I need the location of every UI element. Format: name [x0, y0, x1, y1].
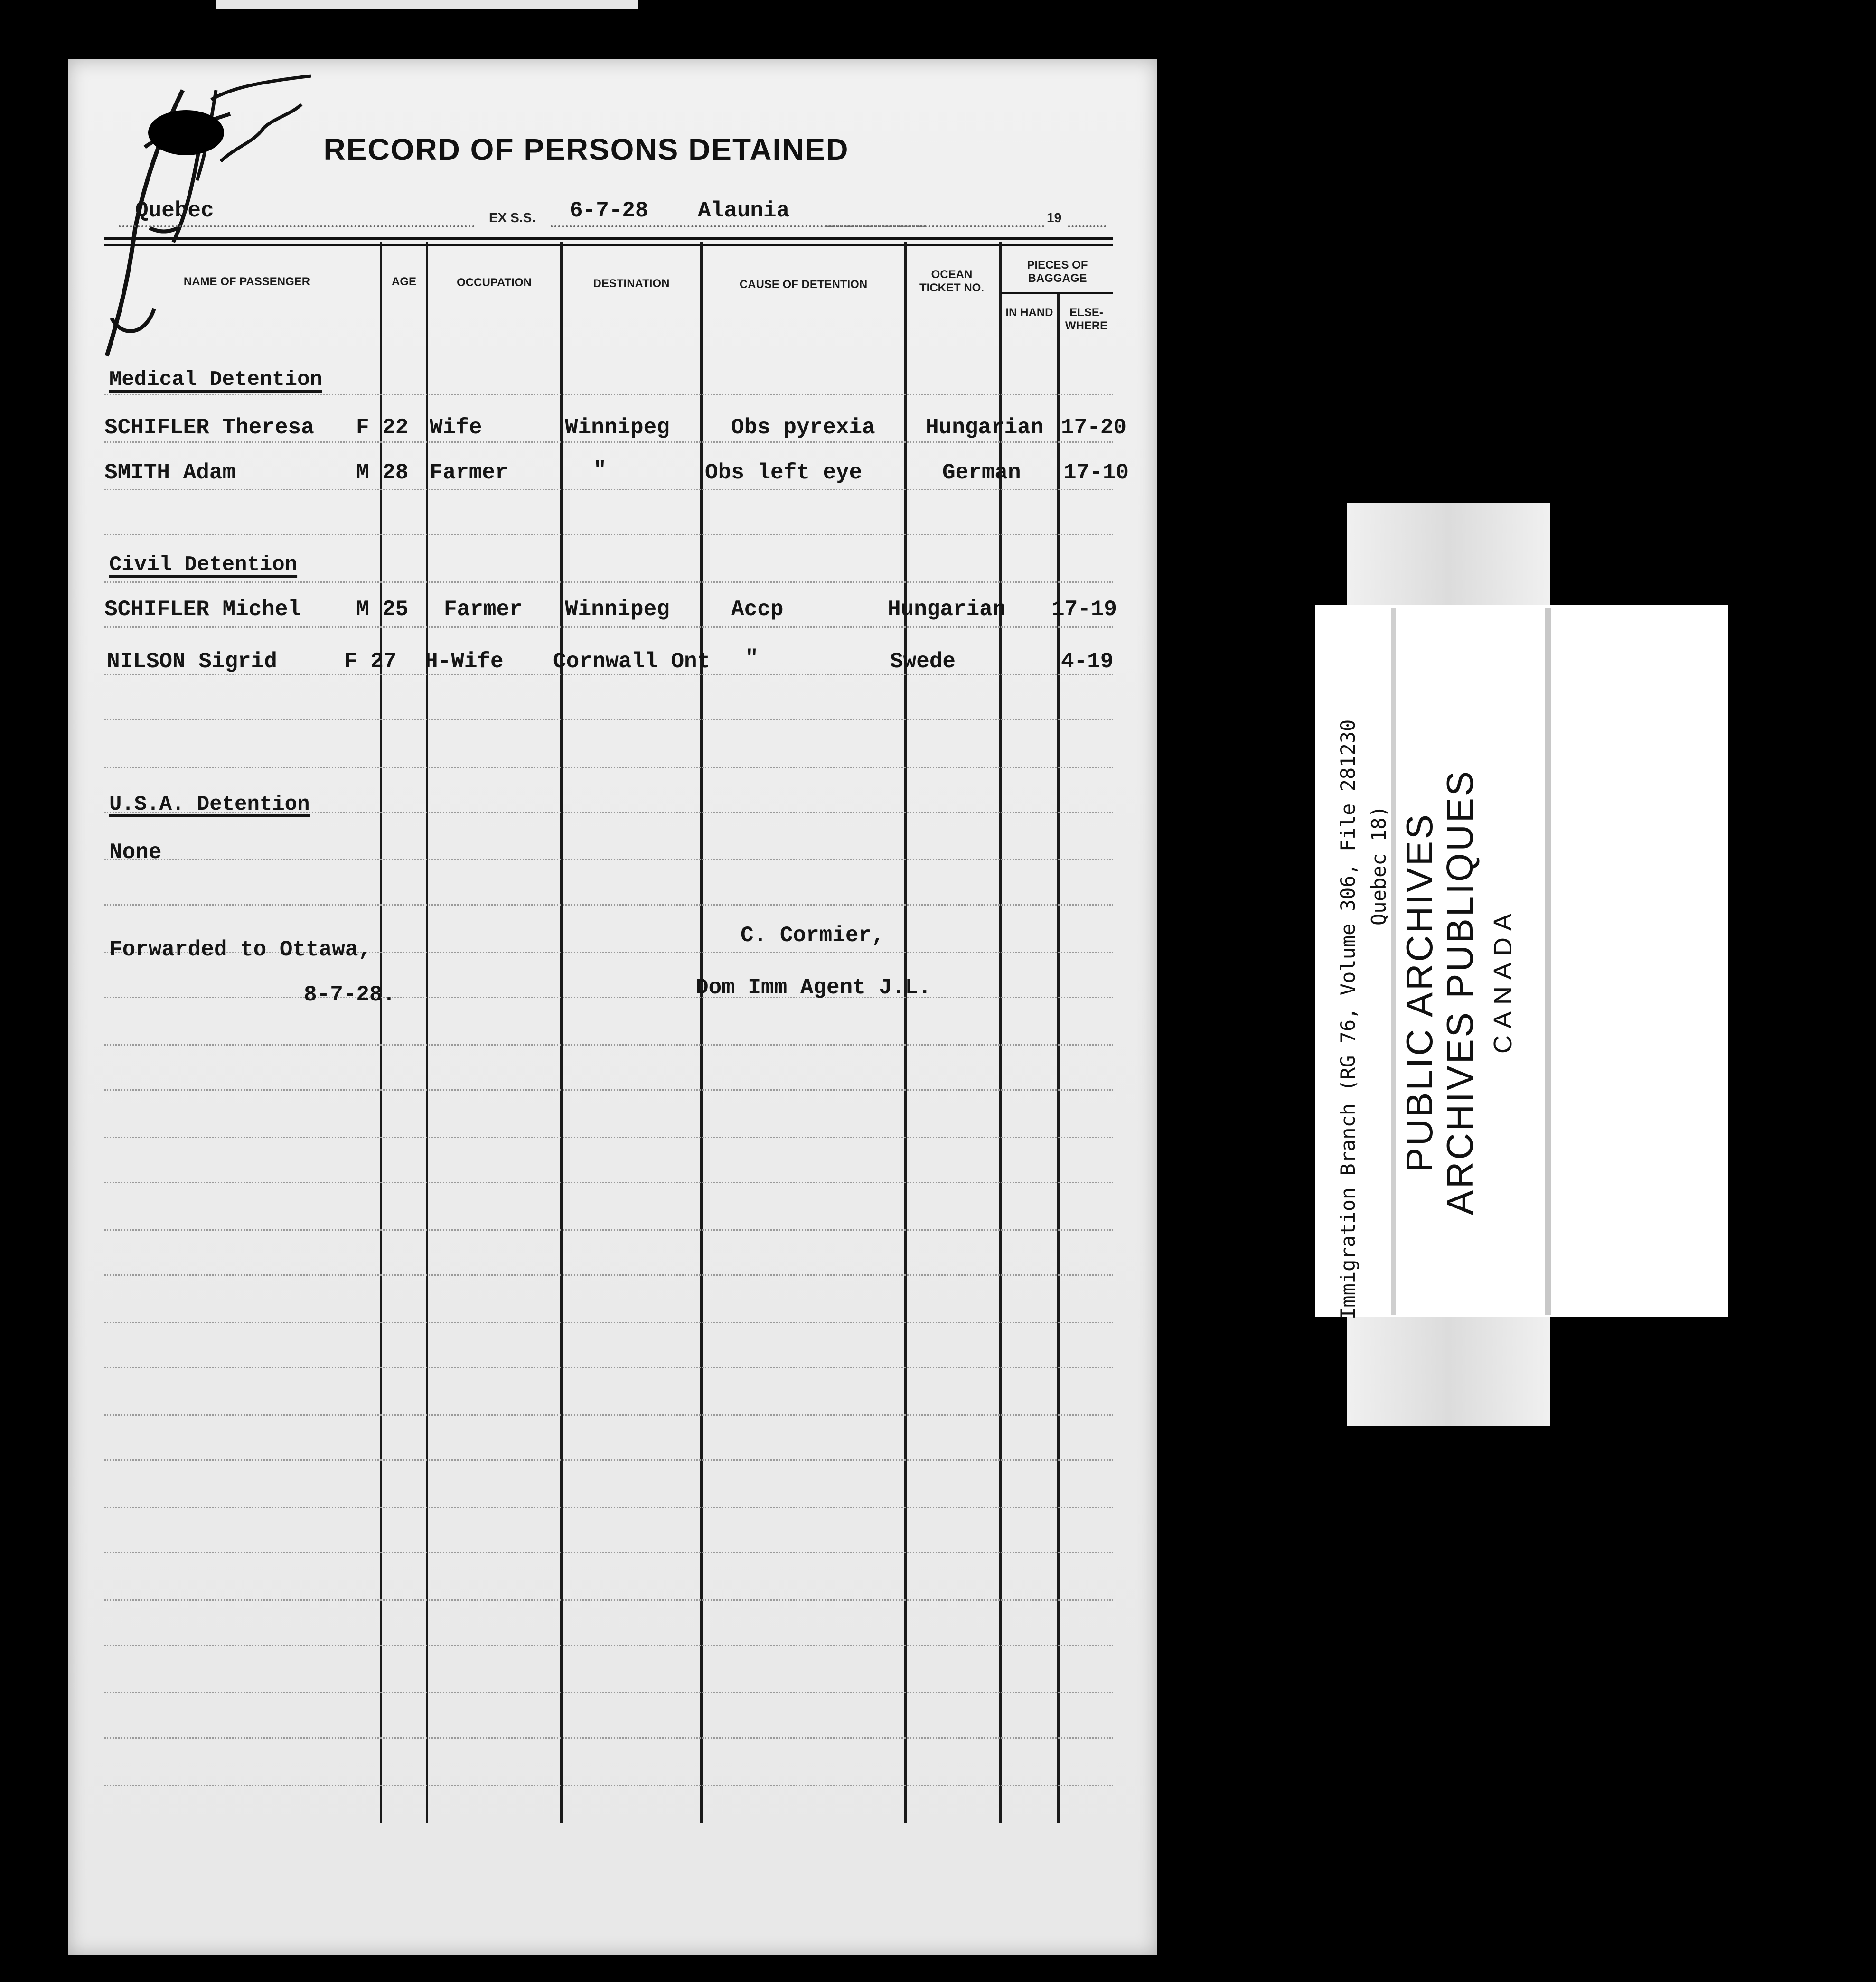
- row-line: [104, 767, 1113, 768]
- column-divider: [904, 242, 907, 1823]
- paper-scrap: [216, 0, 638, 9]
- archive-line-public: PUBLIC ARCHIVES: [1398, 813, 1440, 1172]
- date-dotted-line: [826, 225, 1044, 227]
- port-dotted-line: [119, 225, 475, 227]
- row-line: [104, 1229, 1113, 1231]
- baggage-subrule: [1001, 292, 1113, 294]
- passenger-destination: Cornwall Ont: [553, 649, 711, 674]
- detention-cause: Obs pyrexia: [731, 415, 875, 440]
- column-divider: [560, 242, 563, 1823]
- header-baggage: PIECES OF BAGGAGE: [1027, 259, 1088, 285]
- label-edge: [1391, 608, 1396, 1315]
- header-top-rule: [104, 237, 1113, 240]
- header-age: AGE: [391, 275, 416, 288]
- document-photo: J. S. Fraser RECORD OF PERSONS DETAINED Quebec EX S.S. 6-7-28 Alaunia 19 NAME OF PASSENGER AGE OCCUPATION DESTINATION CAUSE OF DETENTION OCEAN TICKET NO. PIECES OF BAGGAGE IN HAND ELSE-WHERE Medical Detention Civil Detention U.S.A. Detention None SCHIFLER Theresa F 22 Wife Winnipeg Obs pyrexia Hungarian 17-20 SMITH Adam M 28 Farmer " Obs left eye German 17-10 SCHIFLER Michel M 25 Farmer Winnipeg Accp Hungarian 17-19 NILSON Sigrid F 27 H-Wife Cornwall Ont " Swede 4-19 Forwarded to Ottawa, 8-7-28. C. Cormier, Dom Imm Agent J.L. Immigration Branch (RG 76, Volume 306, File 281230 Quebec 18) PUBLIC ARCHIVES ARCHIVES PUBLIQUES CANADA: [0, 0, 1876, 1982]
- passenger-occupation: Farmer: [430, 460, 508, 485]
- year-dotted-line: [1068, 225, 1106, 227]
- column-divider: [1057, 294, 1060, 1823]
- header-name: NAME OF PASSENGER: [183, 275, 310, 288]
- year-label: 19: [1047, 210, 1062, 225]
- row-line: [104, 1089, 1113, 1091]
- row-line: [104, 1785, 1113, 1786]
- passenger-nationality: Swede: [890, 649, 956, 674]
- row-line: [104, 1507, 1113, 1508]
- reference-number: 4-19: [1061, 649, 1114, 674]
- row-line: [104, 1274, 1113, 1276]
- row-line: [104, 394, 1113, 395]
- section-civil-detention: Civil Detention: [109, 553, 298, 577]
- passenger-destination: Winnipeg: [565, 415, 670, 440]
- handwritten-signature: [93, 71, 339, 365]
- port-value: Quebec: [135, 198, 214, 223]
- passenger-age: M 28: [356, 460, 409, 485]
- section-usa-detention: U.S.A. Detention: [109, 793, 310, 816]
- punch-hole: [148, 110, 224, 155]
- header-top-rule-2: [104, 244, 1113, 246]
- header-ocean-ticket: OCEAN TICKET NO.: [919, 268, 984, 294]
- passenger-occupation: Farmer: [444, 597, 523, 622]
- archive-reference: Immigration Branch (RG 76, Volume 306, File 281230: [1336, 719, 1360, 1319]
- row-line: [104, 997, 1113, 998]
- forwarded-note: Forwarded to Ottawa,: [109, 937, 372, 962]
- section-medical-detention: Medical Detention: [109, 368, 322, 392]
- archive-line-publiques: ARCHIVES PUBLIQUES: [1439, 769, 1481, 1215]
- passenger-age: F 27: [344, 649, 397, 674]
- detention-cause: ": [745, 646, 759, 671]
- row-line: [104, 1737, 1113, 1739]
- header-destination: DESTINATION: [593, 277, 670, 290]
- row-line: [104, 674, 1113, 675]
- row-line: [104, 859, 1113, 860]
- label-edge: [1545, 608, 1551, 1315]
- row-line: [104, 1552, 1113, 1553]
- ex-ss-label: EX S.S.: [489, 210, 536, 225]
- row-line: [104, 534, 1113, 535]
- archive-label: [1315, 605, 1728, 1317]
- passenger-name: NILSON Sigrid: [107, 649, 277, 674]
- header-in-hand: IN HAND: [1005, 306, 1053, 319]
- header-elsewhere: ELSE-WHERE: [1065, 306, 1108, 332]
- row-line: [104, 1459, 1113, 1461]
- row-line: [104, 1322, 1113, 1323]
- reference-number: 17-19: [1051, 597, 1117, 622]
- column-divider: [426, 242, 428, 1823]
- passenger-nationality: Hungarian: [926, 415, 1044, 440]
- passenger-nationality: Hungarian: [888, 597, 1006, 622]
- agent-title: Dom Imm Agent J.L.: [695, 975, 931, 1000]
- row-line: [104, 1692, 1113, 1693]
- reference-number: 17-20: [1061, 415, 1127, 440]
- form-title: RECORD OF PERSONS DETAINED: [323, 132, 849, 167]
- row-line: [104, 441, 1113, 443]
- passenger-destination: ": [593, 458, 607, 483]
- passenger-name: SMITH Adam: [104, 460, 236, 485]
- passenger-occupation: Wife: [430, 415, 482, 440]
- passenger-name: SCHIFLER Theresa: [104, 415, 314, 440]
- header-cause: CAUSE OF DETENTION: [739, 278, 868, 291]
- passenger-destination: Winnipeg: [565, 597, 670, 622]
- passenger-age: F 22: [356, 415, 409, 440]
- usa-detention-entry: None: [109, 840, 162, 865]
- forwarded-date: 8-7-28.: [304, 982, 396, 1007]
- row-line: [104, 1044, 1113, 1046]
- row-line: [104, 1367, 1113, 1368]
- passenger-occupation: H-Wife: [425, 649, 504, 674]
- reference-number: 17-10: [1063, 460, 1129, 485]
- detention-cause: Obs left eye: [705, 460, 863, 485]
- row-line: [104, 581, 1113, 583]
- column-divider: [700, 242, 703, 1823]
- archive-reference-2: Quebec 18): [1367, 805, 1390, 926]
- row-line: [104, 1414, 1113, 1416]
- arrival-date: 6-7-28: [570, 198, 648, 223]
- passenger-age: M 25: [356, 597, 409, 622]
- row-line: [104, 1599, 1113, 1601]
- row-line: [104, 489, 1113, 490]
- row-line: [104, 1137, 1113, 1138]
- ship-name: Alaunia: [698, 198, 790, 223]
- passenger-nationality: German: [942, 460, 1021, 485]
- passenger-name: SCHIFLER Michel: [104, 597, 301, 622]
- archive-line-canada: CANADA: [1489, 907, 1517, 1054]
- detention-cause: Accp: [731, 597, 784, 622]
- header-occupation: OCCUPATION: [457, 276, 532, 289]
- row-line: [104, 626, 1113, 628]
- row-line: [104, 904, 1113, 906]
- row-line: [104, 1645, 1113, 1646]
- row-line: [104, 1182, 1113, 1183]
- row-line: [104, 719, 1113, 720]
- agent-name: C. Cormier,: [741, 923, 885, 948]
